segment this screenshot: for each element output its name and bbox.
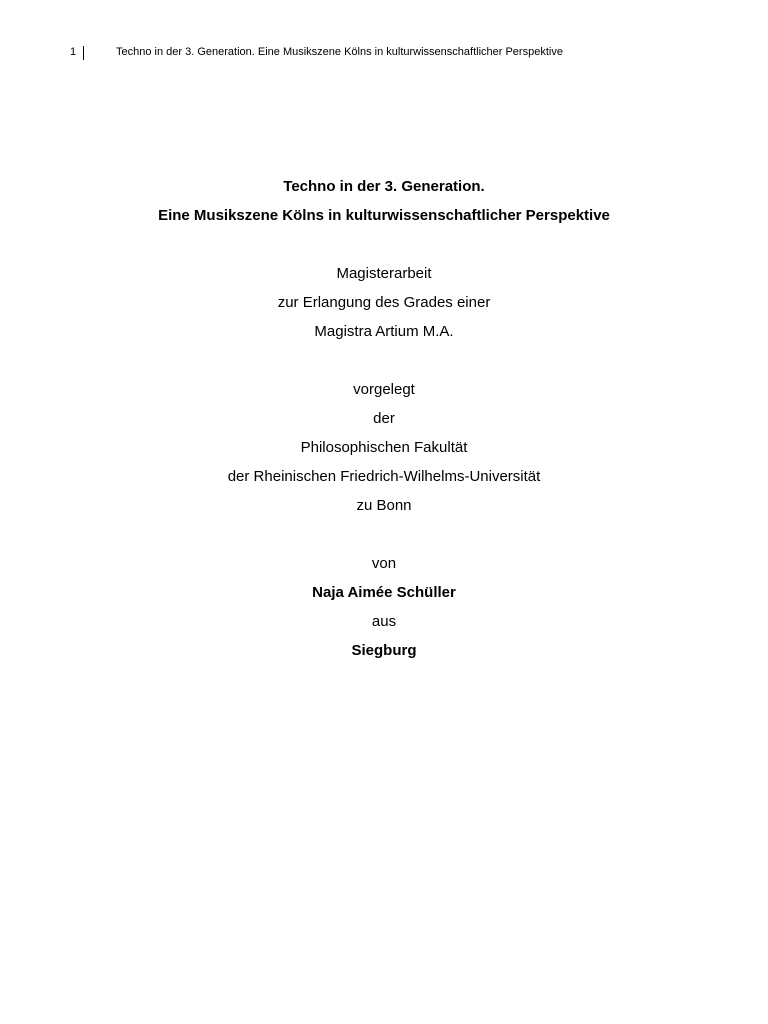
submitted-label: vorgelegt: [353, 381, 415, 398]
thesis-purpose: zur Erlangung des Grades einer: [277, 294, 491, 311]
title-line-1: Techno in der 3. Generation.: [283, 178, 485, 195]
thesis-type: Magisterarbeit: [336, 265, 432, 282]
thesis-degree: Magistra Artium M.A.: [314, 323, 454, 340]
title-line-2: Eine Musikszene Kölns in kulturwissenschaftlicher Perspektive: [158, 207, 610, 224]
university-name: der Rheinischen Friedrich-Wilhelms-Universität: [227, 468, 541, 485]
faculty-name: Philosophischen Fakultät: [300, 439, 468, 456]
author-hometown: Siegburg: [351, 642, 417, 659]
submitted-to: der: [373, 410, 395, 427]
header-divider: [83, 46, 84, 60]
author-from-label: aus: [371, 613, 397, 630]
author-by-label: von: [371, 555, 397, 572]
running-title: Techno in der 3. Generation. Eine Musikszene Kölns in kulturwissenschaftlicher Perspektive: [116, 46, 563, 58]
page-number: 1: [70, 46, 77, 58]
university-location: zu Bonn: [356, 497, 412, 514]
author-name: Naja Aimée Schüller: [312, 584, 456, 601]
